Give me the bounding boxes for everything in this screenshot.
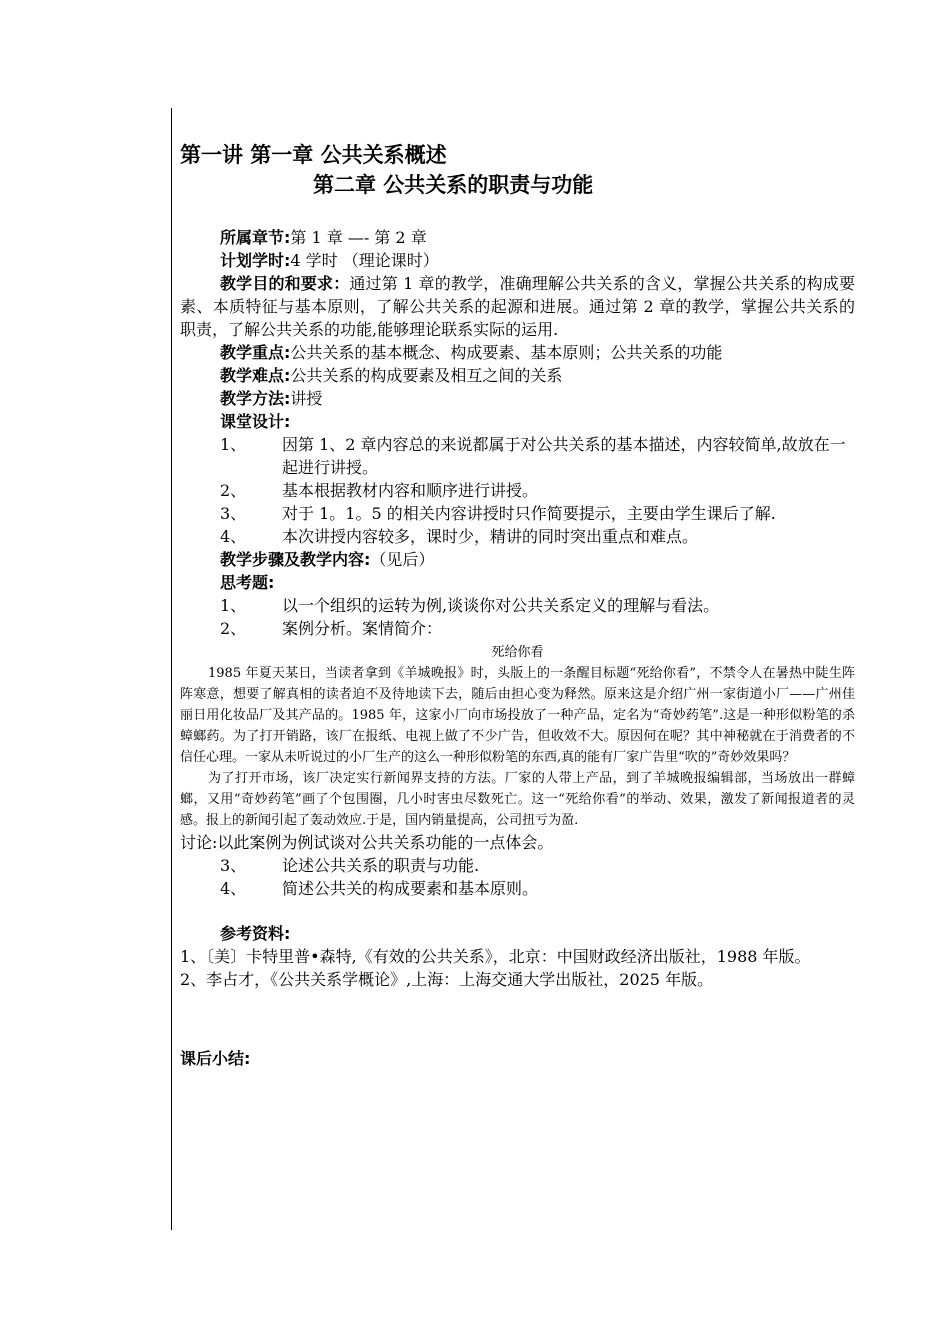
hours-row <box>180 249 855 272</box>
difficulty-text: 公共关系的构成要素及相互之间的关系 <box>290 366 563 385</box>
difficulty-row <box>180 364 855 387</box>
summary-heading <box>180 1047 855 1070</box>
design-item-text: 本次讲授内容较多，课时少，精讲的同时突出重点和难点。 <box>282 527 699 546</box>
design-item <box>180 479 855 502</box>
steps-row <box>180 548 855 571</box>
steps-label: 教学步骤及教学内容: <box>220 550 371 569</box>
design-item-num: 3、 <box>220 504 247 523</box>
chapter-label: 所属章节: <box>220 228 291 247</box>
hours-value: 4 学时 （理论课时） <box>290 251 439 270</box>
goal-label: 教学目的和要求： <box>220 274 350 293</box>
case-title: 死给你看 <box>491 645 544 660</box>
margin-rule-line <box>171 108 172 1230</box>
design-item-text: 基本根据教材内容和顺序进行讲授。 <box>282 481 539 500</box>
design-item <box>180 525 855 548</box>
reference-item: 1、〔美〕卡特里普•森特,《有效的公共关系》，北京：中国财政经济出版社，1988 年版。 <box>180 947 811 966</box>
design-label: 课堂设计: <box>220 412 291 431</box>
chapter-row <box>180 226 855 249</box>
design-item-text: 对于 1。1。5 的相关内容讲授时只作简要提示，主要由学生课后了解. <box>282 504 776 523</box>
case-paragraph: 为了打开市场，该厂决定实行新闻界支持的方法。厂家的人带上产品，到了羊城晚报编辑部，当场放出一群蟑螂，又用“奇妙药笔”画了个包围圈，几小时害虫尽数死亡。这一“死给你看”的举动、效果，激发了新闻报道者的灵感。报上的新闻引起了轰动效应.于是，国内销量提高，公司扭亏为盈. <box>180 771 855 828</box>
question-item <box>180 617 855 640</box>
goal-text: 通过第 1 章的教学，准确理解公共关系的含义，掌握公共关系的构成要素、本质特征与基本原则，了解公共关系的起源和进展。通过第 2 章的教学，掌握公共关系的职责，了解公共关系的功能,能够理论联系实际的运用. <box>180 274 855 339</box>
steps-text: （见后） <box>370 550 435 569</box>
design-item <box>180 502 855 525</box>
design-item <box>180 433 855 479</box>
case-paragraph: 1985 年夏天某日，当读者拿到《羊城晚报》时，头版上的一条醒目标题“死给你看”，不禁令人在暑热中陡生阵阵寒意，想要了解真相的读者迫不及待地读下去，随后由担心变为释然。原来这是介绍广州一家街道小厂——广州佳丽日用化妆品厂及其产品的。1985 年，这家小厂向市场投放了一种产品，定名为“奇妙药笔”.这是一种形似粉笔的杀蟑螂药。为了打开销路，该厂在报纸、电视上做了不少广告，但收效不大。原因何在呢？其中神秘就在于消费者的不信任心理。一家从未听说过的小厂生产的这么一种形似粉笔的东西,真的能有厂家广告里“吹的”奇妙效果吗？ <box>180 666 855 765</box>
summary-label: 课后小结: <box>180 1049 251 1068</box>
chapter-value: 第 1 章 —- 第 2 章 <box>290 228 427 247</box>
design-item-text: 因第 1、2 章内容总的来说都属于对公共关系的基本描述，内容较简单,故放在一起进行讲授。 <box>282 435 846 477</box>
title-line-2: 第二章 公共关系的职责与功能 <box>313 173 594 197</box>
question-text: 案例分析。案情简介： <box>282 619 443 638</box>
questions-heading <box>180 571 855 594</box>
question-num: 2、 <box>220 619 247 638</box>
focus-row <box>180 341 855 364</box>
refs-heading <box>180 922 855 945</box>
question-num: 1、 <box>220 596 247 615</box>
question-item <box>180 877 855 900</box>
questions-label: 思考题: <box>220 573 275 592</box>
design-heading <box>180 410 855 433</box>
question-text: 以一个组织的运转为例,谈谈你对公共关系定义的理解与看法。 <box>282 596 720 615</box>
question-item <box>180 854 855 877</box>
question-text: 论述公共关系的职责与功能. <box>282 856 480 875</box>
document-body <box>180 140 855 1070</box>
question-text: 简述公共关的构成要素和基本原则。 <box>282 879 539 898</box>
design-item-num: 1、 <box>220 435 247 454</box>
difficulty-label: 教学难点: <box>220 366 291 385</box>
question-num: 4、 <box>220 879 247 898</box>
reference-item: 2、李占才，《公共关系学概论》,上海：上海交通大学出版社，2025 年版。 <box>180 970 714 989</box>
method-row <box>180 387 855 410</box>
refs-label: 参考资料: <box>220 924 291 943</box>
focus-text: 公共关系的基本概念、构成要素、基本原则；公共关系的功能 <box>290 343 723 362</box>
title-line-1: 第一讲 第一章 公共关系概述 <box>180 143 447 167</box>
question-item <box>180 594 855 617</box>
goal-paragraph <box>180 272 855 341</box>
design-item-num: 4、 <box>220 527 247 546</box>
method-text: 讲授 <box>290 389 323 408</box>
question-num: 3、 <box>220 856 247 875</box>
method-label: 教学方法: <box>220 389 291 408</box>
hours-label: 计划学时: <box>220 251 291 270</box>
discussion-text: 讨论:以此案例为例试谈对公共关系功能的一点体会。 <box>180 833 554 852</box>
design-item-num: 2、 <box>220 481 247 500</box>
focus-label: 教学重点: <box>220 343 291 362</box>
